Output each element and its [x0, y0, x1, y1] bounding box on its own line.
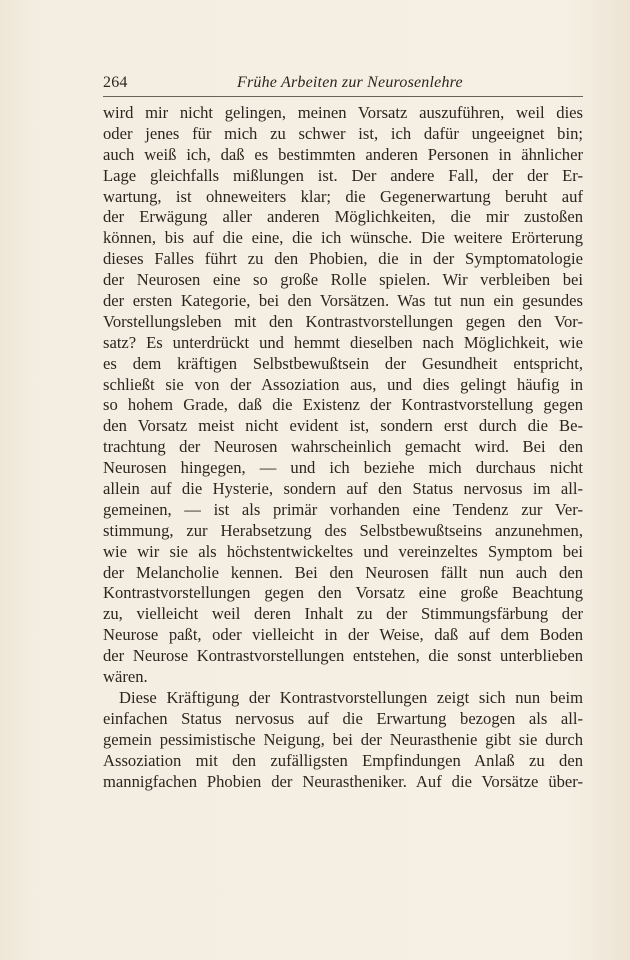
- text-line: der Neurose Kontrastvorstellungen entstehen, die sonst unterblieben: [103, 646, 583, 666]
- text-line: Vorstellungsleben mit den Kontrastvorstellungen gegen den Vor-: [103, 311, 583, 331]
- text-line: der Neurosen eine so große Rolle spielen. Wir verbleiben bei: [103, 270, 583, 290]
- text-line: wird mir nicht gelingen, meinen Vorsatz auszuführen, weil dies: [103, 103, 583, 122]
- text-line: den Vorsatz meist nicht evident ist, sondern erst durch die Be-: [103, 416, 583, 436]
- text-line: Kontrastvorstellungen gegen den Vorsatz eine große Beachtung: [103, 583, 583, 603]
- text-line: satz? Es unterdrückt und hemmt dieselben nach Möglichkeit, wie: [103, 332, 583, 352]
- text-line: können, bis auf die eine, die ich wünsche. Die weitere Erörterung: [103, 228, 583, 248]
- header-rule: [103, 96, 583, 97]
- text-line: es dem kräftigen Selbstbewußtsein der Gesundheit entspricht,: [103, 353, 583, 373]
- running-header: [103, 74, 583, 94]
- body-text: [103, 103, 583, 792]
- text-line: gemein pessimistische Neigung, bei der Neurasthenie gibt sie durch: [103, 729, 583, 749]
- text-line: Neurose paßt, oder vielleicht in der Weise, daß auf dem Boden: [103, 625, 583, 645]
- text-line: Assoziation mit den zufälligsten Empfindungen Anlaß zu den: [103, 750, 583, 770]
- text-line: wartung, ist ohneweiters klar; die Gegenerwartung beruht auf: [103, 186, 583, 206]
- text-line-paragraph-start: Diese Kräftigung der Kontrastvorstellungen zeigt sich nun beim: [119, 687, 583, 707]
- text-line-paragraph-end: wären.: [103, 667, 148, 687]
- text-line: stimmung, zur Herabsetzung des Selbstbewußtseins anzunehmen,: [103, 520, 583, 540]
- text-line: der Erwägung aller anderen Möglichkeiten, die mir zustoßen: [103, 207, 583, 227]
- text-line: einfachen Status nervosus auf die Erwartung bezogen als all-: [103, 708, 583, 728]
- text-line: oder jenes für mich zu schwer ist, ich dafür ungeeignet bin;: [103, 123, 583, 143]
- text-line: der ersten Kategorie, bei den Vorsätzen. Was tut nun ein gesundes: [103, 291, 583, 311]
- text-line: trachtung der Neurosen wahrscheinlich gemacht wird. Bei den: [103, 437, 583, 457]
- page-number: 264: [103, 74, 128, 91]
- text-line: gemeinen, — ist als primär vorhanden eine Tendenz zur Ver-: [103, 499, 583, 519]
- text-line: mannigfachen Phobien der Neurastheniker. Auf die Vorsätze über-: [103, 771, 583, 791]
- text-line: schließt sie von der Assoziation aus, und dies gelingt häufig in: [103, 374, 583, 394]
- text-line: so hohem Grade, daß die Existenz der Kontrastvorstellung gegen: [103, 395, 583, 415]
- text-line: dieses Falles führt zu den Phobien, die in der Symptomatologie: [103, 249, 583, 269]
- text-line: wie wir sie als höchstentwickeltes und vereinzeltes Symptom bei: [103, 541, 583, 561]
- text-line: auch weiß ich, daß es bestimmten anderen Personen in ähnlicher: [103, 144, 583, 164]
- text-line: allein auf die Hysterie, sondern auf den Status nervosus im all-: [103, 479, 583, 499]
- text-line: der Melancholie kennen. Bei den Neurosen fällt nun auch den: [103, 562, 583, 582]
- text-line: Neurosen hingegen, — und ich beziehe mich durchaus nicht: [103, 458, 583, 478]
- text-line: zu, vielleicht weil deren Inhalt zu der Stimmungsfärbung der: [103, 604, 583, 624]
- running-title: Frühe Arbeiten zur Neurosenlehre: [237, 74, 463, 91]
- text-line: Lage gleichfalls mißlungen ist. Der andere Fall, der der Er-: [103, 165, 583, 185]
